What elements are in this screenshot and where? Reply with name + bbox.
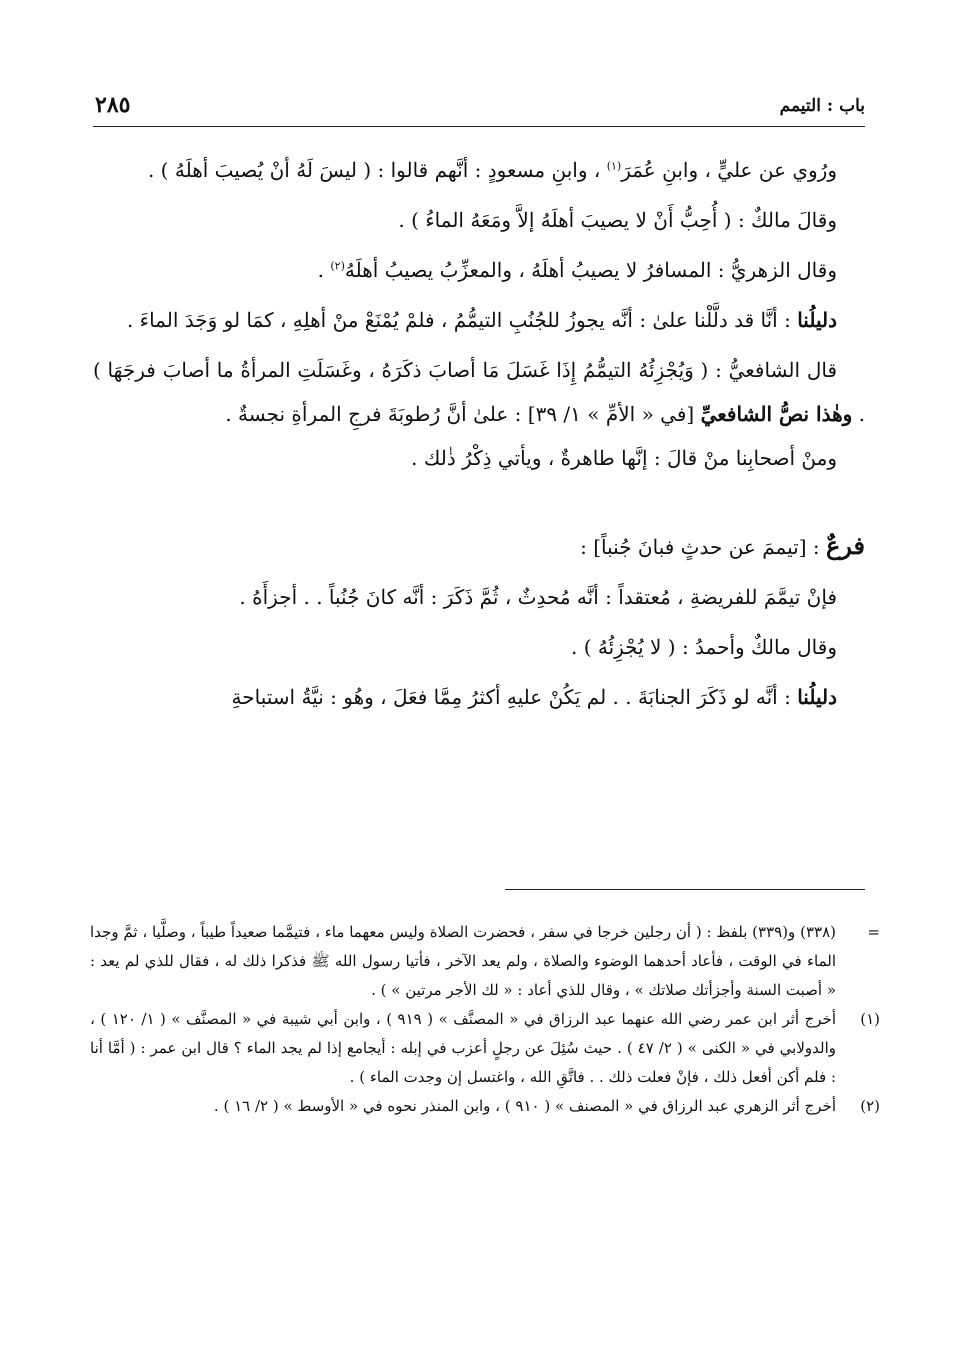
chapter-title: باب : التيمم [779, 96, 865, 116]
paragraph-zuhri [93, 248, 865, 292]
text-run: ، وابنِ مسعودٍ : أنَّهم قالوا : ( ليسَ لَهُ أنْ يُصيبَ أهلَهُ ) . [147, 158, 607, 182]
footnote-mark: (٢) [860, 1097, 880, 1115]
page-number: ٢٨٥ [95, 92, 131, 118]
paragraph-evidence-1 [93, 298, 865, 342]
branch-label: فرعٌ [825, 531, 865, 560]
footnote-1 [90, 1005, 880, 1092]
paragraph-branch-ruling: فإنْ تيمَّمَ للفريضةِ ، مُعتقداً : أنَّه مُحدِثٌ ، ثُمَّ ذَكَرَ : أنَّه كانَ جُنُباً . . أجزأَهُ . [239, 585, 837, 609]
text-run: . [317, 258, 331, 282]
footnote-text: أخرج أثر ابن عمر رضي الله عنهما عبد الرزاق في « المصنَّف » ( ٩١٩ ) ، وابن أبي شيبة في « المصنَّف » ( ١/ ١٢٠ ) ، والدولابي في « الكنى » ( ٢/ ٤٧ ) . حيث سُئِلَ عن رجلٍ أعزب في إبله : أيجامع إذا لم يجد الماء ؟ قال ابن عمر : ( أمَّا أنا : فلم أكن أفعل ذلك ، فإنْ فعلت ذلك . . فاتَّقِ الله ، واغتسل إن وجدت الماء ) . [90, 1010, 837, 1086]
footnote-text: (٣٣٨) و(٣٣٩) بلفظ : ( أن رجلين خرجا في سفر ، فحضرت الصلاة وليس معهما ماء ، فتيمَّما صعيداً طيباً ، وصلَّيا ، ثمَّ وجدا الماء في الوقت ، فأعاد أحدهما الوضوء والصلاة ، ولم يعد الآخر ، فأتيا رسول الله ﷺ فذكرا ذلك له ، فقال للذي لم يعد : « أصبت السنة وأجزأتك صلاتك » ، وقال للذي أعاد : « لك الأجر مرتين » ) . [90, 923, 836, 999]
evidence-label: دليلُنا [797, 308, 837, 332]
text-run: وقال الزهريُّ : المسافرُ لا يصيبُ أهلَهُ ، والمعزِّبُ يصيبُ أهلَهُ [344, 258, 837, 282]
footnote-mark: (١) [860, 1010, 880, 1028]
text-run: ورُوي عن عليٍّ ، وابنِ عُمَرَ [621, 158, 837, 182]
paragraph-shafii [93, 348, 865, 436]
evidence-label: دليلُنا [797, 685, 837, 709]
paragraph-companions: ومنْ أصحابِنا منْ قالَ : إنَّها طاهرةٌ ، ويأتي ذِكْرُ ذٰلك . [411, 446, 837, 470]
footnote-mark: = [867, 923, 880, 941]
footnote-ref-2: (٢) [330, 259, 345, 273]
text-run: : أنَّه لو ذَكَرَ الجنابَةَ . . لم يَكُنْ عليهِ أكثرُ مِمَّا فعَلَ ، وهُو : نيَّةُ استباحةِ [231, 685, 798, 709]
footnote-ref-1: (١) [606, 159, 622, 173]
footnote-2 [90, 1092, 880, 1121]
main-text [93, 148, 865, 719]
shafii-text-label: وهٰذا نصُّ الشافعيِّ [700, 402, 853, 426]
text-run: : أنَّا قد دلَّلْنا علىٰ : أنَّه يجوزُ للجُنُبِ التيمُّمُ ، فلمْ يُمْنَعْ منْ أهلِهِ ، كمَا لو وَجَدَ الماءَ . [126, 308, 798, 332]
text-run: قال الشافعيُّ : ( وَيُجْزِئُهُ التيمُّمُ إِذَا غَسَلَ مَا أصابَ ذكَرَهُ ، وغَسَلَتِ المرأةُ ما أصابَ فرجَهَا ) . [93, 358, 865, 426]
paragraph-malik: وقالَ مالكٌ : ( أُحِبُّ أَنْ لا يصيبَ أهلَهُ إلاَّ ومَعَهُ الماءُ ) . [398, 208, 837, 232]
footnote-separator [505, 889, 865, 890]
paragraph-narration [93, 148, 865, 192]
footnote-continued [90, 918, 880, 1005]
page-header [93, 92, 865, 127]
branch-title: : [تيممَ عن حدثٍ فبانَ جُنباً] : [580, 535, 826, 559]
branch-heading [93, 524, 865, 569]
paragraph-malik-ahmad: وقال مالكٌ وأحمدُ : ( لا يُجْزِئُهُ ) . [570, 635, 837, 659]
footnotes [90, 918, 880, 1121]
footnote-text: أخرج أثر الزهري عبد الرزاق في « المصنف » ( ٩١٠ ) ، وابن المنذر نحوه في « الأوسط » ( ٢/ ١٦ ) . [213, 1097, 836, 1115]
text-run: [في « الأمِّ » ١/ ٣٩] : علىٰ أنَّ رُطوبَةَ فرجِ المرأةِ نجسةٌ . [225, 402, 701, 426]
paragraph-evidence-2 [93, 675, 865, 719]
